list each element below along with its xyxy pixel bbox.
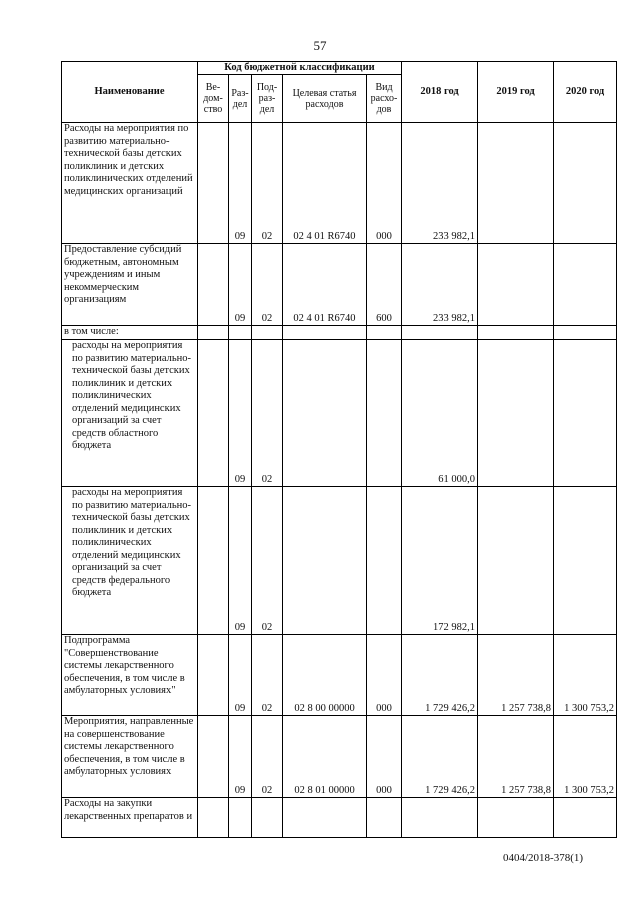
row-ved (229, 798, 252, 838)
row-2020 (554, 340, 617, 487)
table-row (62, 244, 617, 326)
row-target: 02 4 01 R6740 (283, 123, 367, 244)
header-razdel: Раз-дел (229, 75, 252, 123)
row-vid (367, 326, 402, 340)
empty-cell (198, 340, 229, 487)
row-vid: 000 (367, 635, 402, 716)
row-ved: 09 (229, 340, 252, 487)
row-2019 (478, 326, 554, 340)
row-2020 (554, 798, 617, 838)
row-2020: 1 300 753,2 (554, 716, 617, 798)
row-target: 02 4 01 R6740 (283, 244, 367, 326)
budget-table (61, 61, 617, 838)
row-ved: 09 (229, 123, 252, 244)
row-vid (367, 798, 402, 838)
table-row (62, 123, 617, 244)
row-name: в том числе: (62, 326, 198, 340)
header-podrazdel: Под-раз-дел (252, 75, 283, 123)
row-2019 (478, 340, 554, 487)
row-name: Расходы на закупки лекарственных препаратов и (62, 798, 198, 838)
row-ved: 09 (229, 716, 252, 798)
header-vedomstvo: Ве-дом-ство (198, 75, 229, 123)
row-2019 (478, 487, 554, 635)
header-classification-group: Код бюджетной классификации (198, 62, 402, 75)
empty-cell (198, 123, 229, 244)
row-2018: 1 729 426,2 (402, 716, 478, 798)
row-2018: 61 000,0 (402, 340, 478, 487)
header-row-1 (62, 62, 617, 75)
row-name: расходы на мероприятия по развитию материально-технической базы детских поликлиник и детских поликлинических отделений медицинских организаций за счет средств областного бюджета (62, 340, 198, 487)
row-razdel (252, 326, 283, 340)
header-target: Целевая статья расходов (283, 75, 367, 123)
row-razdel: 02 (252, 340, 283, 487)
row-2018 (402, 326, 478, 340)
row-name: расходы на мероприятия по развитию материально-технической базы детских поликлиник и детских поликлинических отделений медицинских организаций за счет средств федерального бюджета (62, 487, 198, 635)
row-2019: 1 257 738,8 (478, 635, 554, 716)
page-number: 57 (313, 38, 327, 53)
row-2019 (478, 244, 554, 326)
row-2019: 1 257 738,8 (478, 716, 554, 798)
row-target (283, 340, 367, 487)
row-ved: 09 (229, 244, 252, 326)
row-2020 (554, 244, 617, 326)
row-2018: 172 982,1 (402, 487, 478, 635)
row-name: Мероприятия, направленные на совершенствование системы лекарственного обеспечения, в том числе в амбулаторных условиях (62, 716, 198, 798)
row-razdel: 02 (252, 487, 283, 635)
empty-cell (198, 798, 229, 838)
empty-cell (198, 244, 229, 326)
document-code: 0404/2018-378(1) (503, 852, 584, 864)
row-target (283, 326, 367, 340)
row-2020 (554, 326, 617, 340)
row-2019 (478, 123, 554, 244)
row-target: 02 8 00 00000 (283, 635, 367, 716)
row-razdel: 02 (252, 716, 283, 798)
table-row (62, 487, 617, 635)
empty-cell (198, 326, 229, 340)
row-vid (367, 487, 402, 635)
row-vid: 000 (367, 716, 402, 798)
header-2019: 2019 год (478, 62, 554, 123)
row-2020: 1 300 753,2 (554, 635, 617, 716)
row-razdel: 02 (252, 635, 283, 716)
table-row (62, 716, 617, 798)
row-2018 (402, 798, 478, 838)
row-2018: 233 982,1 (402, 244, 478, 326)
row-2020 (554, 487, 617, 635)
header-2018: 2018 год (402, 62, 478, 123)
row-name: Подпрограмма "Совершенствование системы лекарственного обеспечения, в том числе в амбулаторных условиях" (62, 635, 198, 716)
table-row (62, 635, 617, 716)
table-row (62, 326, 617, 340)
header-vid: Вид расхо-дов (367, 75, 402, 123)
table-row (62, 798, 617, 838)
row-2018: 233 982,1 (402, 123, 478, 244)
row-ved: 09 (229, 635, 252, 716)
empty-cell (198, 635, 229, 716)
row-name: Предоставление субсидий бюджетным, автономным учреждениям и иным некоммерческим организациям (62, 244, 198, 326)
row-razdel: 02 (252, 244, 283, 326)
row-ved: 09 (229, 487, 252, 635)
header-2020: 2020 год (554, 62, 617, 123)
row-2020 (554, 123, 617, 244)
row-razdel (252, 798, 283, 838)
row-2018: 1 729 426,2 (402, 635, 478, 716)
row-vid: 600 (367, 244, 402, 326)
row-name: Расходы на мероприятия по развитию материально-технической базы детских поликлиник и детских поликлинических отделений медицинских организаций (62, 123, 198, 244)
row-target (283, 798, 367, 838)
row-ved (229, 326, 252, 340)
row-razdel: 02 (252, 123, 283, 244)
empty-cell (198, 487, 229, 635)
table-row (62, 340, 617, 487)
row-target (283, 487, 367, 635)
header-name: Наименование (62, 62, 198, 123)
empty-cell (198, 716, 229, 798)
row-vid (367, 340, 402, 487)
row-target: 02 8 01 00000 (283, 716, 367, 798)
row-2019 (478, 798, 554, 838)
row-vid: 000 (367, 123, 402, 244)
